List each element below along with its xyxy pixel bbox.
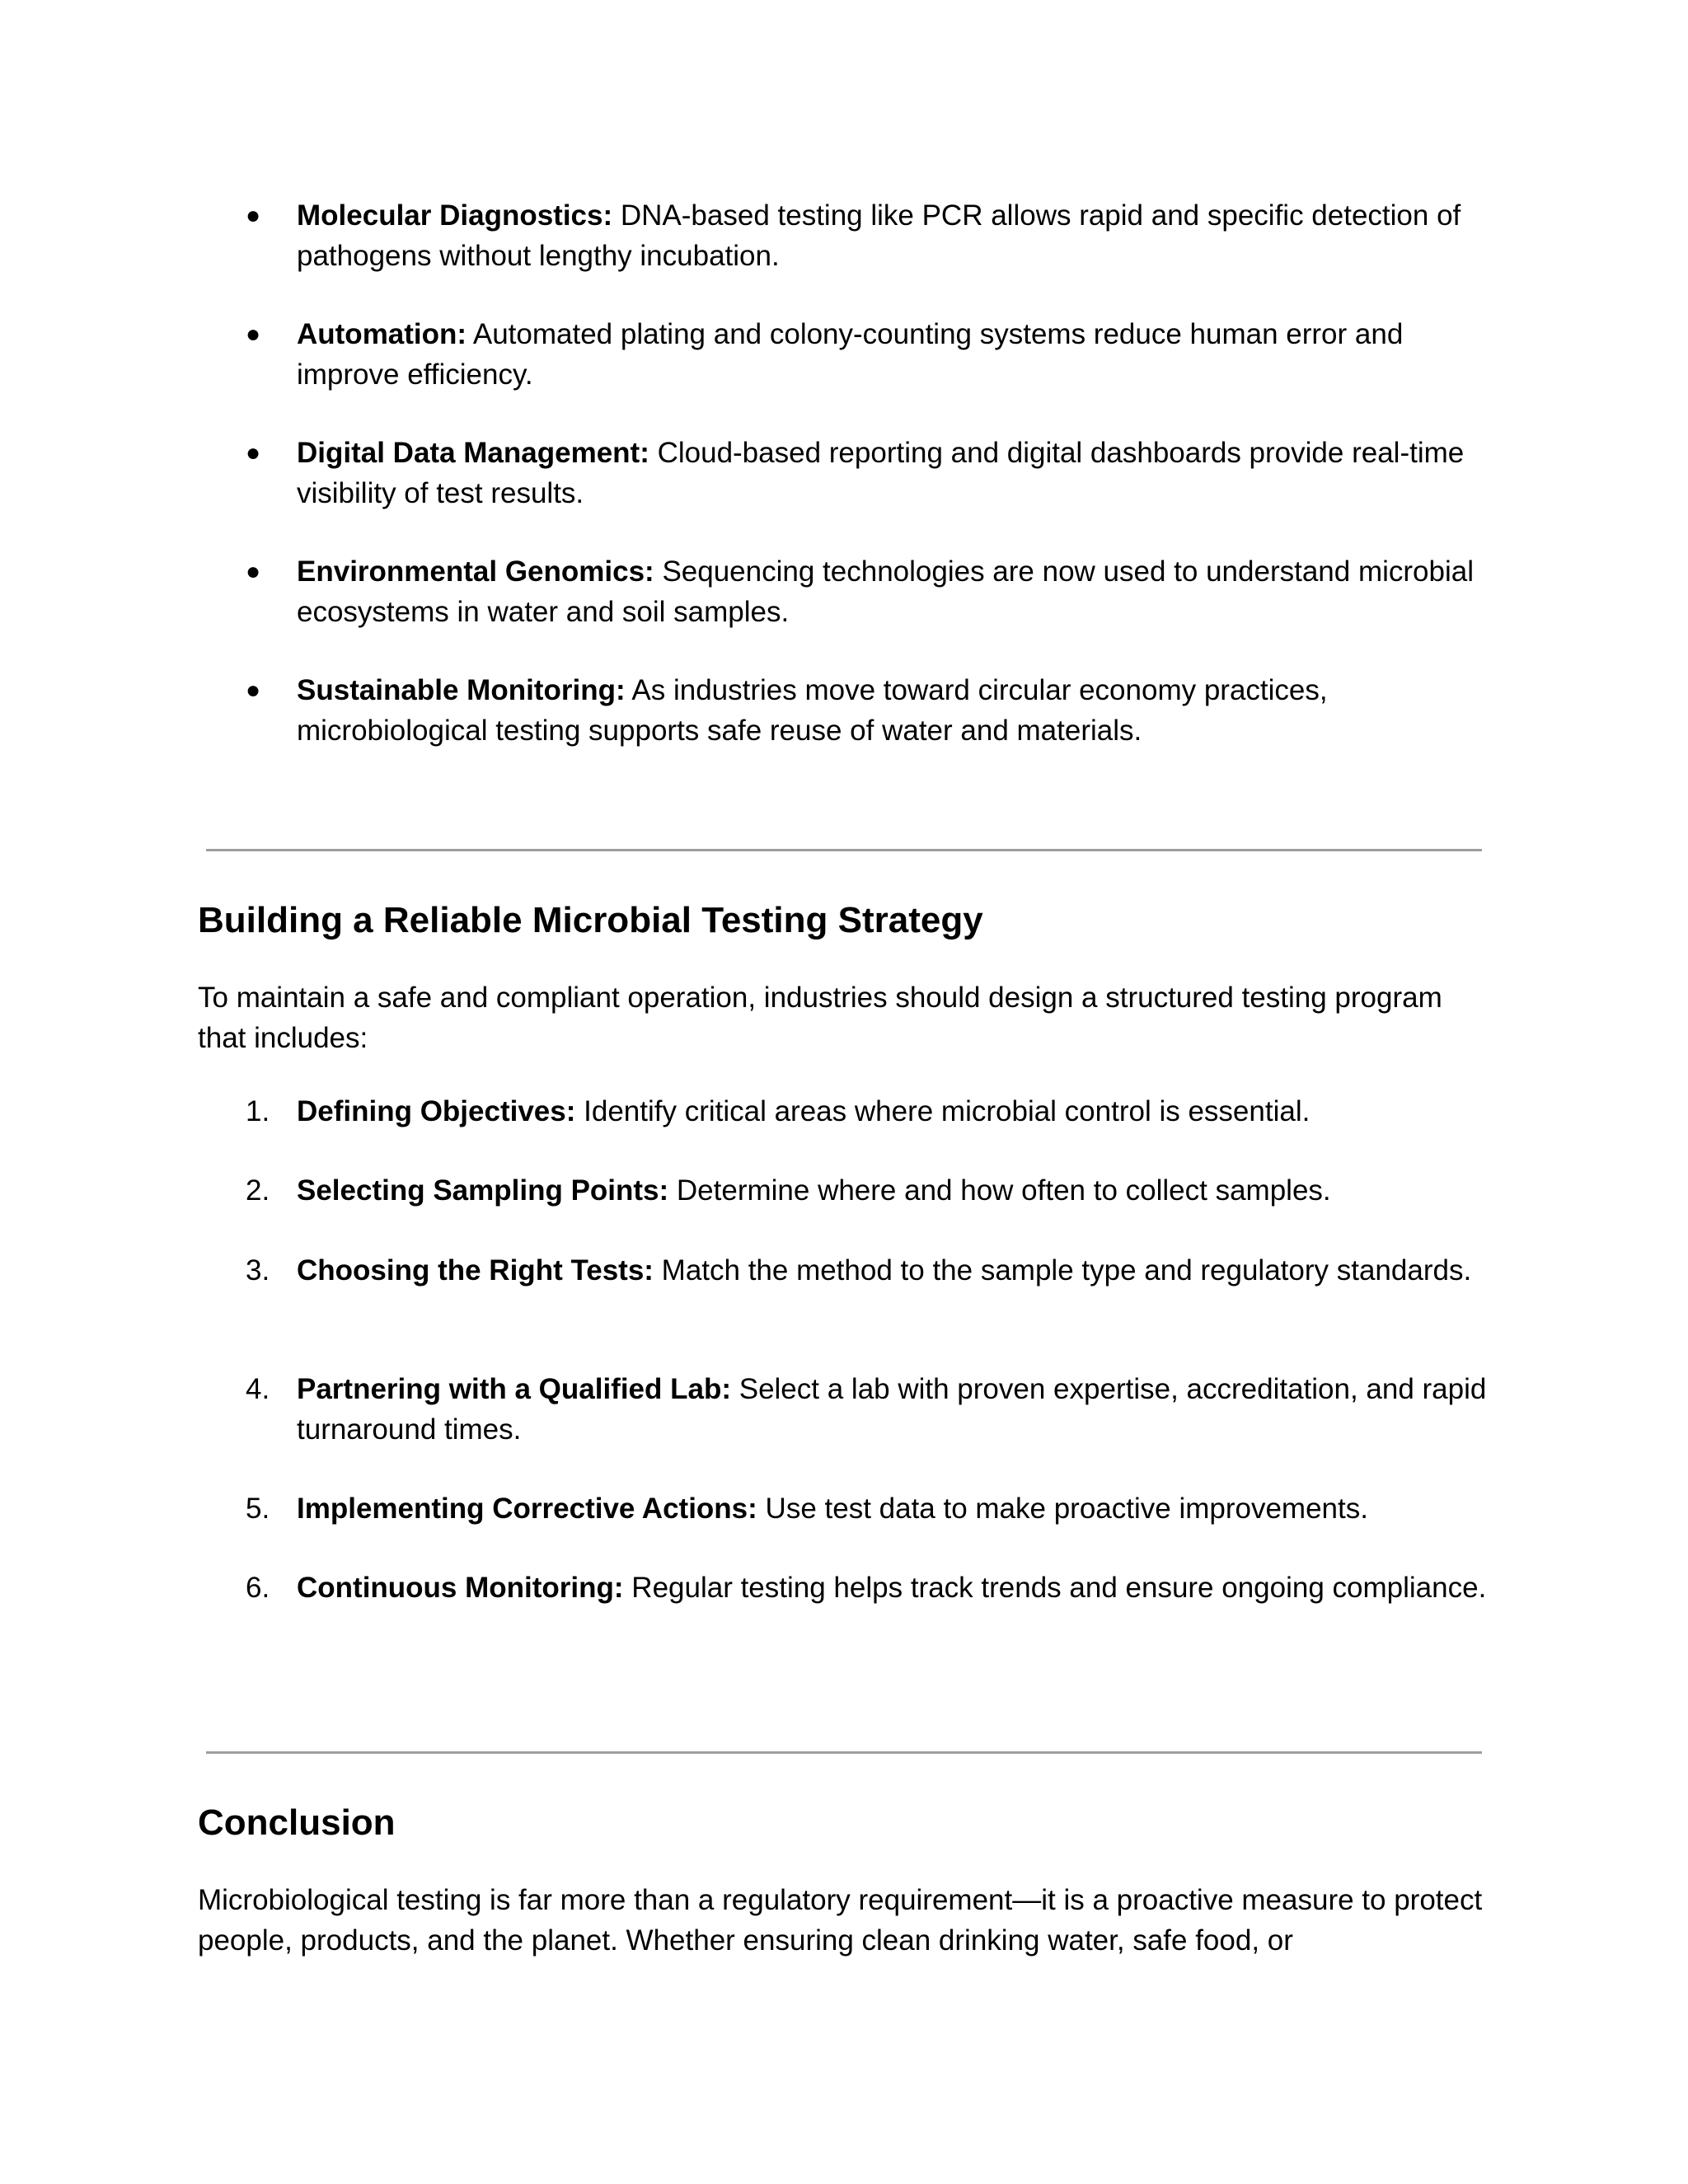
list-item-description: Select a lab with proven expertise, accreditation, and rapid turnaround times. [297, 1373, 1487, 1446]
list-number: 4. [246, 1373, 270, 1405]
list-item-text [297, 433, 1500, 513]
list-item-description: Match the method to the sample type and regulatory standards. [653, 1254, 1472, 1286]
numbered-list-item [198, 1091, 1500, 1132]
list-item-term: Selecting Sampling Points: [297, 1174, 669, 1207]
bullet-marker: ● [246, 439, 261, 466]
list-item-description: As industries move toward circular economy practices, microbiological testing supports safe reuse of water and materials. [297, 674, 1328, 747]
list-item [198, 433, 1500, 513]
conclusion-paragraph: Microbiological testing is far more than a regulatory requirement—it is a proactive measure to protect people, products, and the planet. Whether ensuring clean drinking water, safe food, or [198, 1884, 1483, 1957]
bullet-marker: ● [246, 558, 261, 585]
list-item-term: Defining Objectives: [297, 1095, 576, 1127]
numbered-list-item [198, 1369, 1500, 1450]
list-number: 1. [246, 1095, 270, 1127]
list-item-text [297, 314, 1500, 395]
list-item-text [297, 1170, 1500, 1211]
list-item-term: Environmental Genomics: [297, 555, 654, 588]
list-item-term: Continuous Monitoring: [297, 1572, 624, 1604]
list-item-text [297, 551, 1500, 632]
bullet-marker: ● [246, 677, 261, 704]
list-item-term: Molecular Diagnostics: [297, 199, 613, 232]
list-item-term: Implementing Corrective Actions: [297, 1493, 757, 1525]
list-item-description: Sequencing technologies are now used to understand microbial ecosystems in water and soil samples. [297, 555, 1474, 628]
section-heading: Conclusion [198, 1802, 396, 1843]
list-number: 2. [246, 1174, 270, 1207]
list-item-term: Choosing the Right Tests: [297, 1254, 654, 1286]
list-item [198, 195, 1500, 276]
list-item-description: DNA-based testing like PCR allows rapid and specific detection of pathogens without lengthy incubation. [297, 199, 1461, 272]
numbered-list-item [198, 1488, 1500, 1529]
list-number: 3. [246, 1254, 270, 1286]
list-item [198, 670, 1500, 751]
list-item-text [297, 1568, 1500, 1608]
list-item-text [297, 1488, 1500, 1529]
numbered-list-item [198, 1250, 1500, 1291]
bullet-marker: ● [246, 202, 261, 229]
list-item [198, 551, 1500, 632]
list-item-text [297, 670, 1500, 751]
section-divider [206, 849, 1482, 851]
intro-paragraph: To maintain a safe and compliant operation, industries should design a structured testing program that includes: [198, 982, 1442, 1054]
list-item-text [297, 1091, 1500, 1132]
list-number: 6. [246, 1572, 270, 1604]
list-item-text [297, 1369, 1500, 1450]
list-item-description: Regular testing helps track trends and ensure ongoing compliance. [623, 1572, 1487, 1604]
list-item-description: Automated plating and colony-counting systems reduce human error and improve efficiency. [297, 318, 1404, 391]
list-item [198, 314, 1500, 395]
list-number: 5. [246, 1493, 270, 1525]
numbered-list-item [198, 1170, 1500, 1211]
list-item-term: Automation: [297, 318, 467, 350]
list-item-text [297, 1250, 1500, 1291]
list-item-description: Identify critical areas where microbial control is essential. [575, 1095, 1311, 1127]
list-item-term: Sustainable Monitoring: [297, 674, 626, 706]
list-item-description: Determine where and how often to collect samples. [668, 1174, 1331, 1207]
section-heading: Building a Reliable Microbial Testing Strategy [198, 900, 983, 940]
list-item-text [297, 195, 1500, 276]
list-item-term: Partnering with a Qualified Lab: [297, 1373, 731, 1405]
list-item-description: Cloud-based reporting and digital dashboards provide real-time visibility of test results. [297, 437, 1465, 509]
list-item-description: Use test data to make proactive improvements. [757, 1493, 1368, 1525]
bullet-marker: ● [246, 321, 261, 348]
list-item-term: Digital Data Management: [297, 437, 649, 469]
numbered-list-item [198, 1568, 1500, 1608]
section-divider [206, 1751, 1482, 1754]
